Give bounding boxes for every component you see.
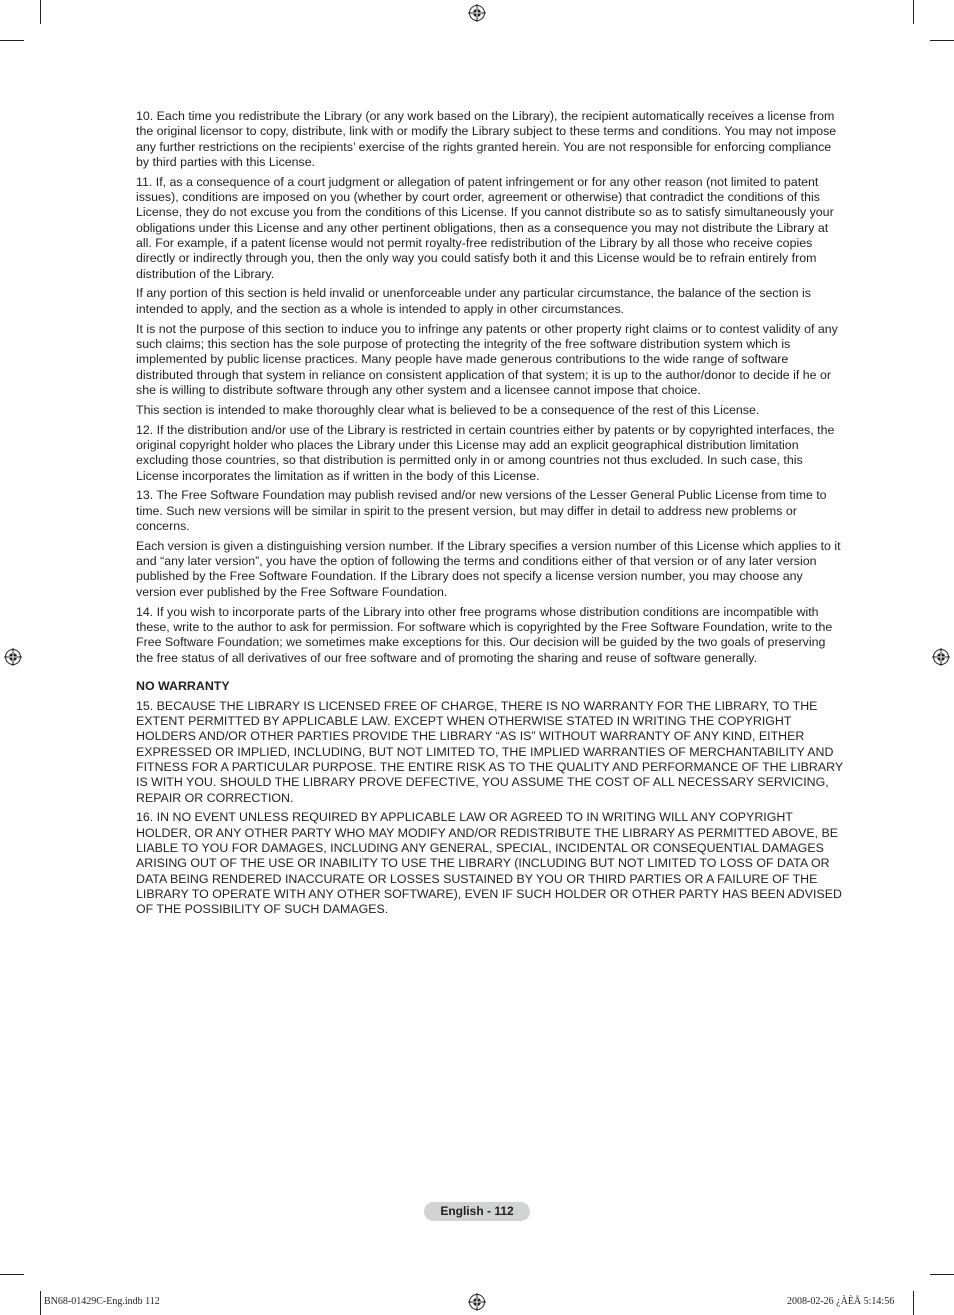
crop-mark-bottom-right (913, 1291, 914, 1315)
paragraph-16: 16. IN NO EVENT UNLESS REQUIRED BY APPLICABLE LAW OR AGREED TO IN WRITING WILL ANY COPYRIGHT HOLDER, OR ANY OTHER PARTY WHO MAY MODIFY AND/OR REDISTRIBUTE THE LIBRARY AS PERMITTED ABOVE, BE LIABLE TO YOU FOR DAMAGES, INCLUDING ANY GENERAL, SPECIAL, INCIDENTAL OR CONSEQUENTIAL DAMAGES ARISING OUT OF THE USE OR INABILITY TO USE THE LIBRARY (INCLUDING BUT NOT LIMITED TO LOSS OF DATA OR DATA BEING RENDERED INACCURATE OR LOSSES SUSTAINED BY YOU OR THIRD PARTIES OR A FAILURE OF THE LIBRARY TO OPERATE WITH ANY OTHER SOFTWARE), EVEN IF SUCH HOLDER OR OTHER PARTY HAS BEEN ADVISED OF THE POSSIBILITY OF SUCH DAMAGES. (136, 810, 842, 917)
crop-mark-top-left (40, 0, 41, 24)
section-heading-no-warranty: NO WARRANTY (136, 678, 230, 693)
paragraph-11-purpose: It is not the purpose of this section to induce you to infringe any patents or other property right claims or to contest validity of any such claims; this section has the sole purpose of protecting the integrity of the free software distribution system which is implemented by public license practices. Many people have made generous contributions to the wide range of software distributed through that system in reliance on consistent application of that system; it is up to the author/donor to decide if he or she is willing to distribute software through any other system and a licensee cannot impose that choice. (136, 321, 838, 397)
page-number-badge: English - 112 (424, 1202, 530, 1221)
crop-mark-top-left (0, 40, 24, 41)
crop-mark-bottom-right (930, 1274, 954, 1275)
print-slug-file: BN68-01429C-Eng.indb 112 (44, 1296, 160, 1307)
crop-mark-bottom-left (0, 1274, 24, 1275)
paragraph-10: 10. Each time you redistribute the Library (or any work based on the Library), the recipient automatically receives a license from the original licensor to copy, distribute, link with or modify the Library subject to these terms and conditions. You may not impose any further restrictions on the recipients’ exercise of the rights granted herein. You are not responsible for enforcing compliance by third parties with this License. (136, 109, 837, 169)
paragraph-14: 14. If you wish to incorporate parts of the Library into other free programs whose distribution conditions are incompatible with these, write to the author to ask for permission. For software which is copyrighted by the Free Software Foundation, write to the Free Software Foundation; we sometimes make exceptions for this. Our decision will be guided by the two goals of preserving the free status of all derivatives of our free software and of promoting the sharing and reuse of software generally. (136, 604, 833, 665)
registration-mark-icon (468, 1293, 486, 1311)
paragraph-13: 13. The Free Software Foundation may publish revised and/or new versions of the Lesser General Public License from time to time. Such new versions will be similar in spirit to the present version, but may differ in detail to address new problems or concerns. (136, 488, 827, 533)
paragraph-11-clarification: This section is intended to make thoroughly clear what is believed to be a consequence of the rest of this License. (136, 402, 760, 417)
print-slug-date: 2008-02-26 ¿ÀÈÄ 5:14:56 (787, 1296, 895, 1307)
license-body (136, 109, 844, 922)
paragraph-13-version: Each version is given a distinguishing version number. If the Library specifies a version number of this License which applies to it and “any later version”, you have the option of following the terms and conditions either of that version or of any later version published by the Free Software Foundation. If the Library does not specify a license version number, you may choose any version ever published by the Free Software Foundation. (136, 538, 841, 599)
crop-mark-bottom-left (40, 1291, 41, 1315)
paragraph-12: 12. If the distribution and/or use of the Library is restricted in certain countries either by patents or by copyrighted interfaces, the original copyright holder who places the Library under this License may add an explicit geographical distribution limitation excluding those countries, so that distribution is permitted only in or among countries not thus excluded. In such case, this License incorporates the limitation as if written in the body of this License. (136, 422, 835, 483)
paragraph-15: 15. BECAUSE THE LIBRARY IS LICENSED FREE OF CHARGE, THERE IS NO WARRANTY FOR THE LIBRARY, TO THE EXTENT PERMITTED BY APPLICABLE LAW. EXCEPT WHEN OTHERWISE STATED IN WRITING THE COPYRIGHT HOLDERS AND/OR OTHER PARTIES PROVIDE THE LIBRARY “AS IS” WITHOUT WARRANTY OF ANY KIND, EITHER EXPRESSED OR IMPLIED, INCLUDING, BUT NOT LIMITED TO, THE IMPLIED WARRANTIES OF MERCHANTABILITY AND FITNESS FOR A PARTICULAR PURPOSE. THE ENTIRE RISK AS TO THE QUALITY AND PERFORMANCE OF THE LIBRARY IS WITH YOU. SHOULD THE LIBRARY PROVE DEFECTIVE, YOU ASSUME THE COST OF ALL NECESSARY SERVICING, REPAIR OR CORRECTION. (136, 698, 843, 805)
paragraph-11: 11. If, as a consequence of a court judgment or allegation of patent infringement or for any other reason (not limited to patent issues), conditions are imposed on you (whether by court order, agreement or otherwise) that contradict the conditions of this License, they do not excuse you from the conditions of this License. If you cannot distribute so as to satisfy simultaneously your obligations under this License and any other pertinent obligations, then as a consequence you may not distribute the Library at all. For example, if a patent license would not permit royalty-free redistribution of the Library by all those who receive copies directly or indirectly through you, then the only way you could satisfy both it and this License would be to refrain entirely from distribution of the Library. (136, 174, 834, 281)
registration-mark-icon (4, 648, 22, 666)
registration-mark-icon (468, 4, 486, 22)
registration-mark-icon (932, 648, 950, 666)
crop-mark-top-right (930, 40, 954, 41)
paragraph-11-invalid-portion: If any portion of this section is held invalid or unenforceable under any particular circumstance, the balance of the section is intended to apply, and the section as a whole is intended to apply in other circumstances. (136, 286, 811, 316)
crop-mark-top-right (913, 0, 914, 24)
